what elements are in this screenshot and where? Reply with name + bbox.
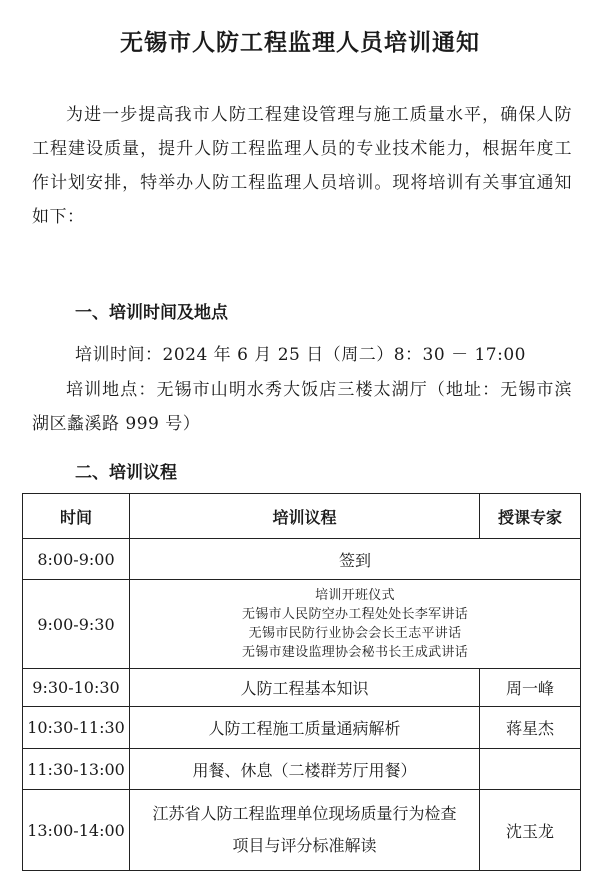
agenda-line: 无锡市民防行业协会会长王志平讲话 bbox=[248, 626, 462, 641]
row-expert: 周一峰 bbox=[480, 669, 581, 707]
row-time: 11:30-13:00 bbox=[23, 749, 130, 790]
row-time: 9:00-9:30 bbox=[23, 580, 130, 669]
agenda-line: 无锡市建设监理协会秘书长王成武讲话 bbox=[241, 645, 469, 660]
training-location: 培训地点：无锡市山明水秀大饭店三楼太湖厅（地址：无锡市滨湖区蠡溪路 999 号） bbox=[32, 380, 572, 434]
header-agenda: 培训议程 bbox=[130, 494, 480, 539]
agenda-line: 项目与评分标准解读 bbox=[232, 836, 377, 855]
row-time: 13:00-14:00 bbox=[23, 790, 130, 871]
document-title: 无锡市人防工程监理人员培训通知 bbox=[120, 30, 480, 56]
row-agenda: 签到 bbox=[130, 539, 581, 580]
section-heading-time-location: 一、培训时间及地点 bbox=[75, 303, 228, 323]
table-header-row bbox=[23, 494, 581, 539]
row-agenda: 人防工程基本知识 bbox=[130, 669, 480, 707]
intro-paragraph: 为进一步提高我市人防工程建设管理与施工质量水平，确保人防工程建设质量，提升人防工程监理人员的专业技术能力，根据年度工作计划安排，特举办人防工程监理人员培训。现将培训有关事宜通知如下： bbox=[32, 105, 572, 227]
table-row bbox=[23, 790, 581, 871]
row-agenda: 用餐、休息（二楼群芳厅用餐） bbox=[130, 749, 480, 790]
row-expert: 沈玉龙 bbox=[480, 790, 581, 871]
row-expert bbox=[480, 749, 581, 790]
row-agenda bbox=[130, 580, 581, 669]
agenda-table bbox=[22, 493, 581, 871]
table-row bbox=[23, 749, 581, 790]
table-row bbox=[23, 669, 581, 707]
header-time: 时间 bbox=[23, 494, 130, 539]
row-time: 8:00-9:00 bbox=[23, 539, 130, 580]
table-row bbox=[23, 707, 581, 749]
section-heading-agenda: 二、培训议程 bbox=[75, 463, 177, 483]
row-agenda: 人防工程施工质量通病解析 bbox=[130, 707, 480, 749]
table-row bbox=[23, 539, 581, 580]
row-time: 10:30-11:30 bbox=[23, 707, 130, 749]
agenda-line: 无锡市人民防空办工程处处长李军讲话 bbox=[241, 607, 469, 622]
table-row bbox=[23, 580, 581, 669]
row-time: 9:30-10:30 bbox=[23, 669, 130, 707]
row-expert: 蒋星杰 bbox=[480, 707, 581, 749]
header-expert: 授课专家 bbox=[480, 494, 581, 539]
agenda-line: 江苏省人防工程监理单位现场质量行为检查 bbox=[152, 804, 457, 823]
training-time: 培训时间：2024 年 6 月 25 日（周二）8：30 － 17:00 bbox=[75, 345, 526, 365]
row-agenda bbox=[130, 790, 480, 871]
agenda-line: 培训开班仪式 bbox=[315, 588, 395, 603]
